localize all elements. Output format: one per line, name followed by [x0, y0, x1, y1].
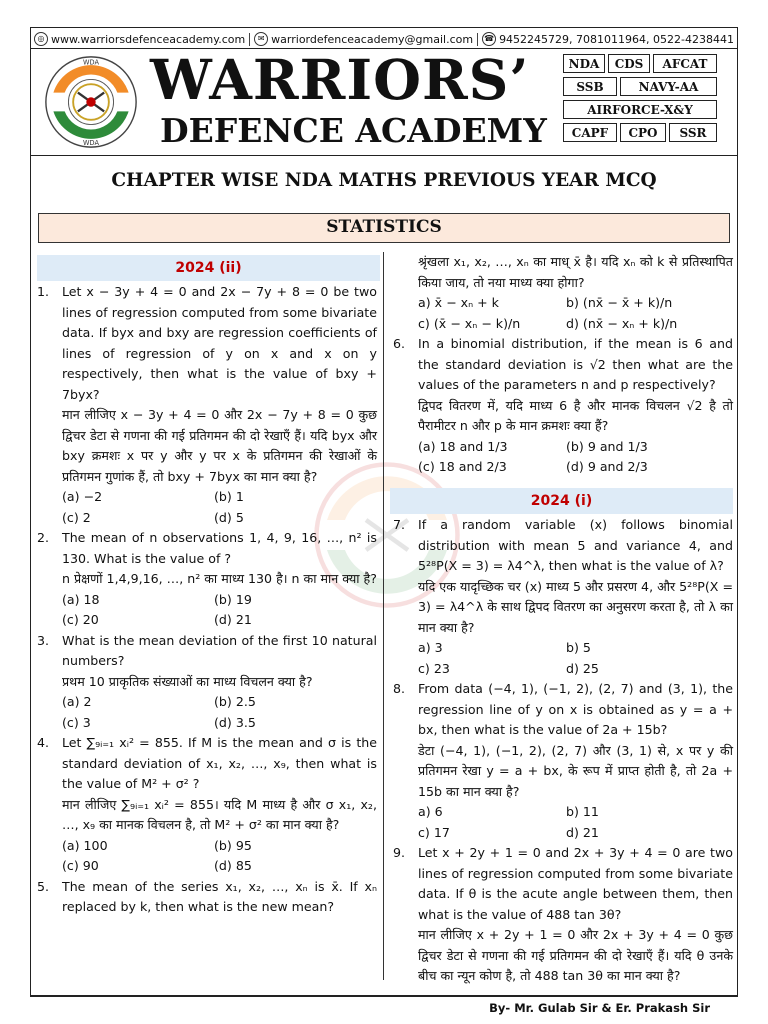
question-number: 1.: [37, 284, 50, 299]
question-text-hi: प्रथम 10 प्राकृतिक संख्याओं का माध्य विचलन क्या है?: [62, 673, 313, 689]
question-9: [393, 843, 733, 987]
section-title: STATISTICS: [38, 213, 730, 243]
option-d[interactable]: d) (nx̄ − xₙ + k)/n: [566, 315, 678, 331]
option-b[interactable]: b) 5: [566, 640, 591, 655]
question-text-en: [62, 282, 377, 405]
logo-text: WDA: [83, 58, 99, 67]
globe-icon: ◎: [34, 32, 48, 46]
exam-badges: [563, 54, 723, 146]
option-a[interactable]: a) 6: [418, 804, 443, 819]
question-3: [37, 631, 377, 734]
option-c[interactable]: c) 17: [418, 824, 450, 840]
question-text: yx and bxy are regression coefficients of lines of regression of y on x and x on y respectively, then what is the value of bxy + 7byx?: [62, 325, 377, 402]
right-column-bottom: [393, 515, 733, 987]
question-text-en: Let ∑₉ᵢ₌₁ xᵢ² = 855. If M is the mean and σ is the standard deviation of x₁, x₂, …, x₉, then what is the value of M² + σ² ?: [62, 735, 377, 791]
question-number: 6.: [393, 336, 406, 351]
website-text[interactable]: www.warriorsdefenceacademy.com: [51, 32, 246, 46]
question-7: [393, 515, 733, 679]
option-c[interactable]: c) (x̄ − xₙ − k)/n: [418, 315, 521, 331]
question-text-hi: मान लीजिए x + 2y + 1 = 0 और 2x + 3y + 4 = 0 कुछ द्विचर डेटा से गणना की गई प्रतिगमन की दो रेखाएँ हैं। यदि θ उनके बीच का न्यून कोण है, तो 488 tan 3θ का मान क्या है?: [418, 927, 733, 983]
badge-airforce: AIRFORCE-X&Y: [563, 100, 717, 119]
option-b[interactable]: (b) 9 and 1/3: [566, 438, 648, 454]
question-text-hi: n प्रेक्षणों 1,4,9,16, …, n² का माध्य 130 है। n का मान क्या है?: [62, 571, 377, 586]
options: [418, 437, 733, 478]
academy-header: [30, 48, 738, 156]
options: [418, 293, 733, 334]
question-text-hi: द्विपद वितरण में, यदि माध्य 6 है और मानक विचलन √2 है तो पैरामीटर n और p के मान क्रमशः क्या हैं?: [418, 397, 733, 433]
option-b[interactable]: b) (nx̄ − x̄ + k)/n: [566, 295, 673, 310]
question-text-hi: श्रृंखला x₁, x₂, …, xₙ का माध् x̄ है। यदि xₙ को k से प्रतिस्थापित किया जाय, तो नया माध्य क्या होगा?: [418, 254, 733, 290]
phone-text: 9452245729, 7081011964, 0522-4238441: [499, 32, 734, 46]
badge-afcat: AFCAT: [653, 54, 717, 73]
email-item[interactable]: [250, 32, 477, 46]
badge-navy-aa: NAVY-AA: [620, 77, 717, 96]
option-a[interactable]: (a) 100: [62, 837, 108, 853]
option-b[interactable]: b) 11: [566, 804, 599, 819]
question-text-en: The mean of n observations 1, 4, 9, 16, …, n² is 130. What is the value of ?: [62, 530, 377, 566]
question-text-en: From data (−4, 1), (−1, 2), (2, 7) and (3, 1), the regression line of y on x is obtained as y = a + bx, then what is the value of 2a + 15b?: [418, 681, 733, 737]
question-number: 9.: [393, 845, 406, 860]
badge-ssr: SSR: [669, 123, 717, 142]
options: [62, 590, 377, 631]
question-number: 3.: [37, 632, 50, 648]
question-number: 5.: [37, 878, 50, 894]
email-text[interactable]: warriordefenceacademy@gmail.com: [271, 32, 474, 46]
option-d[interactable]: d) 21: [566, 824, 599, 840]
column-divider: [383, 252, 384, 980]
phone-icon: ☎: [482, 32, 496, 46]
question-1: [37, 282, 377, 528]
option-d[interactable]: (d) 21: [214, 612, 252, 627]
chapter-title: CHAPTER WISE NDA MATHS PREVIOUS YEAR MCQ: [111, 170, 657, 191]
option-d[interactable]: (d) 3.5: [214, 714, 256, 730]
badge-cpo: CPO: [620, 123, 666, 142]
options: [62, 836, 377, 877]
question-text-en: What is the mean deviation of the first 10 natural numbers?: [62, 632, 377, 668]
option-d[interactable]: d) 25: [566, 660, 599, 676]
option-c[interactable]: c) 23: [418, 660, 450, 676]
question-text-hi: मान लीजिए x − 3y + 4 = 0 और 2x − 7y + 8 = 0 कुछ द्विचर डेटा से गणना की गई प्रतिगमन की दो रेखाएँ हैं। यदि byx और bxy क्रमशः x पर y और y पर x के प्रतिगमन की रेखाओं के प्रतिगमन गुणांक हैं, तो bxy + 7byx का मान क्या है?: [62, 407, 377, 484]
phone-item: [478, 32, 738, 46]
badge-nda: NDA: [563, 54, 605, 73]
options: [418, 638, 733, 679]
website-item[interactable]: [30, 32, 249, 46]
badge-ssb: SSB: [563, 77, 617, 96]
question-number: 8.: [393, 681, 406, 696]
option-a[interactable]: (a) −2: [62, 489, 103, 504]
year-heading-right: 2024 (i): [390, 488, 733, 514]
option-b[interactable]: (b) 19: [214, 591, 252, 607]
question-5-continued: [393, 252, 733, 334]
question-8: [393, 679, 733, 843]
footer-rule: [30, 996, 738, 997]
question-number: 4.: [37, 735, 50, 750]
brand-title: WARRIORS’: [150, 47, 530, 112]
question-2: [37, 528, 377, 631]
badge-capf: CAPF: [563, 123, 617, 142]
option-d[interactable]: (d) 85: [214, 858, 252, 873]
options: [62, 487, 377, 528]
option-a[interactable]: a) 3: [418, 640, 443, 655]
option-a[interactable]: a) x̄ − xₙ + k: [418, 295, 499, 310]
option-c[interactable]: (c) 20: [62, 612, 99, 627]
option-c[interactable]: (c) 90: [62, 858, 99, 873]
option-b[interactable]: (b) 2.5: [214, 694, 256, 709]
mail-icon: ✉: [254, 32, 268, 46]
question-text-en: If a random variable (x) follows binomial distribution with mean 5 and variance 4, and 5²⁸P(X = 3) = λ4^λ, then what is the value of λ?: [418, 517, 733, 573]
question-number: 2.: [37, 530, 50, 545]
badge-cds: CDS: [608, 54, 650, 73]
option-a[interactable]: (a) 18 and 1/3: [418, 438, 508, 454]
brand-subtitle: DEFENCE ACADEMY: [160, 111, 547, 150]
option-a[interactable]: (a) 2: [62, 694, 92, 709]
question-text: Let x − 3y + 4 = 0 and 2x − 7y + 8 = 0 be two lines of regression computed from some bivariate data. If b: [62, 284, 377, 340]
option-b[interactable]: (b) 1: [214, 489, 244, 504]
option-a[interactable]: (a) 18: [62, 591, 100, 607]
footer-credit: By- Mr. Gulab Sir & Er. Prakash Sir: [489, 1001, 710, 1015]
question-text-en: In a binomial distribution, if the mean is 6 and the standard deviation is √2 then what are the values of the parameters n and p respectively?: [418, 336, 733, 392]
academy-logo: [44, 55, 138, 149]
option-b[interactable]: (b) 95: [214, 837, 252, 853]
question-text-en: The mean of the series x₁, x₂, …, xₙ is x̄. If xₙ replaced by k, then what is the new mean?: [62, 878, 377, 914]
question-4: [37, 733, 377, 877]
left-column: [37, 282, 377, 918]
year-heading-left: 2024 (ii): [37, 255, 380, 281]
option-d[interactable]: (d) 5: [214, 509, 244, 525]
options: [418, 802, 733, 843]
question-5: [37, 877, 377, 918]
options: [62, 692, 377, 733]
logo-text: WDA: [83, 139, 99, 148]
option-c[interactable]: (c) 2: [62, 509, 91, 525]
option-c[interactable]: (c) 18 and 2/3: [418, 459, 507, 474]
option-c[interactable]: (c) 3: [62, 714, 91, 730]
question-6: [393, 334, 733, 478]
option-d[interactable]: (d) 9 and 2/3: [566, 459, 648, 474]
question-text-en: Let x + 2y + 1 = 0 and 2x + 3y + 4 = 0 are two lines of regression computed from some bivariate data. If θ is the acute angle between them, then what is the value of 488 tan 3θ?: [418, 845, 733, 922]
contact-bar: [30, 30, 738, 48]
question-text-hi: डेटा (−4, 1), (−1, 2), (2, 7) और (3, 1) से, x पर y की प्रतिगमन रेखा y = a + bx, के रूप में प्राप्त होती है, तो 2a + 15b का मान क्या है?: [418, 742, 733, 799]
right-column-top: [393, 252, 733, 478]
question-text-hi: मान लीजिए ∑₉ᵢ₌₁ xᵢ² = 855। यदि M माध्य है और σ x₁, x₂, …, x₉ का मानक विचलन है, तो M² + σ² का मान क्या है?: [62, 796, 377, 832]
question-text-hi: यदि एक यादृच्छिक चर (x) माध्य 5 और प्रसरण 4, और 5²⁸P(X = 3) = λ4^λ के साथ द्विपद वितरण का अनुसरण करता है, तो λ का मान क्या है?: [418, 578, 733, 635]
question-number: 7.: [393, 517, 406, 532]
